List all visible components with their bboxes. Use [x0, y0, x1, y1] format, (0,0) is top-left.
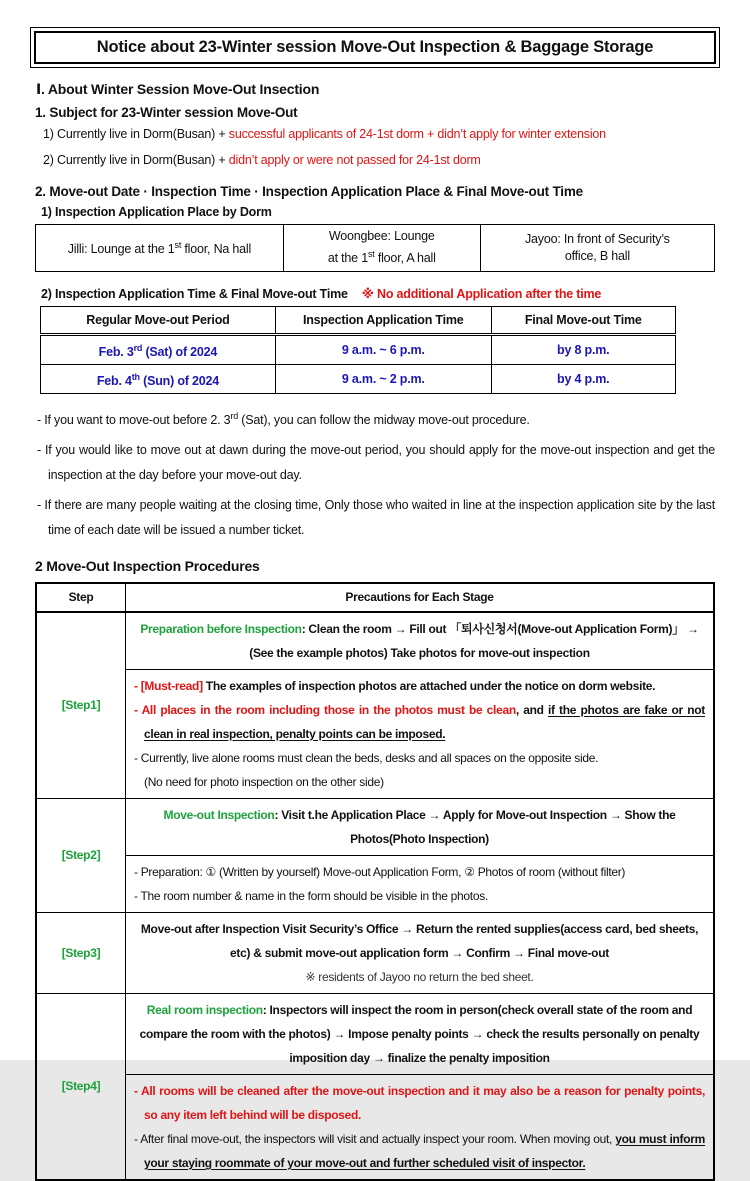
section1-heading: Ⅰ. About Winter Session Move-Out Insection	[36, 81, 320, 97]
time-table-header-row	[41, 307, 676, 335]
step4-label-cell	[36, 993, 126, 1180]
procedures-table	[35, 582, 715, 1181]
row2-date-sup: th	[131, 372, 140, 383]
row2-date-pre: Feb. 4	[96, 374, 132, 389]
time-table-label	[41, 286, 715, 301]
step1-bullets-row	[36, 669, 714, 798]
step2-lead-cell	[126, 798, 715, 855]
jayoo-line1: Jayoo: In front of Security’s	[524, 231, 670, 246]
step1-lead-cell	[126, 612, 715, 670]
time-header-period: Regular Move-out Period	[41, 307, 276, 335]
note1-sup: rd	[230, 411, 239, 422]
time-table-row-1	[41, 335, 676, 365]
step4-lead-rest: : Inspectors will inspect the room in person(check overall state of the room and compare the room with the photos) → Impose penalty points → check the results personally on penalty imposition day → finalize the penalty imposition	[139, 1002, 700, 1065]
schedule-heading: 2. Move-out Date · Inspection Time · Inspection Application Place & Final Move-out Time	[35, 184, 583, 199]
subject-item-1	[43, 126, 715, 143]
place-table-row	[36, 225, 715, 272]
step1-lead-green: Preparation before Inspection	[140, 621, 302, 636]
step4-lead-cell	[126, 993, 715, 1074]
procedures-header-row	[36, 583, 714, 612]
step1-bullets-cell	[126, 669, 715, 798]
step1-b2-underline: if the photos are fake or not clean in real inspection, penalty points can be imposed.	[144, 702, 705, 741]
step2-lead-row	[36, 798, 714, 855]
step1-b1-red: - [Must-read]	[134, 678, 203, 693]
step3-label-cell	[36, 912, 126, 993]
step1-bullet-2	[134, 698, 705, 746]
time-table	[40, 306, 676, 394]
jayoo-line2: office, B hall	[564, 249, 630, 263]
step1-b2-red: - All places in the room including those in the photos must be clean	[134, 702, 516, 717]
step4-bullets-row	[36, 1074, 714, 1180]
place-cell-jayoo	[480, 225, 714, 272]
step2-lead-rest: : Visit t.he Application Place → Apply for Move-out Inspection → Show the Photos(Photo Inspection)	[274, 807, 676, 846]
step1-b2-mid: , and	[515, 702, 548, 717]
row2-date-post: (Sun) of 2024	[139, 374, 220, 389]
jilli-text: Jilli: Lounge at the 1	[67, 242, 175, 257]
step1-bullet-3-cont: (No need for photo inspection on the other side)	[144, 774, 384, 789]
step1-label-cell	[36, 612, 126, 799]
step4-bullet-1: - All rooms will be cleaned after the move-out inspection and it may also be a reason for penalty points, so any item left behind will be disposed.	[134, 1083, 705, 1122]
time-warning: ※ No additional Application after the time	[361, 287, 602, 301]
step2-bullet-1: - Preparation: ① (Written by yourself) Move-out Application Form, ② Photos of room (without filter)	[134, 864, 626, 879]
time-row1-final: by 8 p.m.	[491, 335, 675, 365]
time-row1-apply: 9 a.m. ~ 6 p.m.	[275, 335, 491, 365]
place-cell-woongbee	[283, 225, 480, 272]
step1-label: [Step1]	[61, 698, 101, 713]
time-row1-date	[41, 335, 276, 365]
jilli-sup: st	[174, 240, 182, 251]
time-row2-apply: 9 a.m. ~ 2 p.m.	[275, 365, 491, 394]
step4-b2-pre: - After final move-out, the inspectors will visit and actually inspect your room. When moving out,	[134, 1131, 616, 1146]
schedule-note-3: - If there are many people waiting at the closing time, Only those who waited in line at the inspection application site by the last time of each date will be issued a number ticket.	[37, 497, 715, 538]
woongbee-line1: Woongbee: Lounge	[328, 229, 435, 244]
woongbee-line2	[288, 246, 476, 268]
time-row2-final: by 4 p.m.	[491, 365, 675, 394]
woongbee-pre: at the 1	[327, 251, 368, 266]
step2-bullets-cell	[126, 855, 715, 912]
step1-b1-rest: The examples of inspection photos are attached under the notice on dorm website.	[202, 678, 656, 693]
woongbee-post: floor, A hall	[374, 251, 436, 266]
step4-lead-green: Real room inspection	[146, 1002, 263, 1017]
step4-label: [Step4]	[61, 1079, 101, 1094]
time-header-final: Final Move-out Time	[491, 307, 675, 335]
row1-date-sup: rd	[133, 343, 143, 353]
step1-lead-row	[36, 612, 714, 670]
time-label-text: 2) Inspection Application Time & Final Move-out Time	[41, 287, 348, 301]
step3-cell	[126, 912, 715, 993]
subject-heading: 1. Subject for 23-Winter session Move-Out	[35, 105, 298, 120]
step3-main-text: Move-out after Inspection Visit Security’s Office → Return the rented supplies(access card, bed sheets, etc) & submit move-out application form → Confirm → Final move-out	[140, 921, 699, 960]
place-table	[35, 224, 715, 272]
step1-lead-rest: : Clean the room → Fill out 「퇴사신청서(Move-out Application Form)」 → (See the example photos) Take photos for move-out inspection	[249, 621, 699, 660]
header-precautions: Precautions for Each Stage	[126, 583, 715, 612]
jilli-text-post: floor, Na hall	[181, 242, 252, 257]
step2-lead-green: Move-out Inspection	[163, 807, 275, 822]
step4-b2-underline: you must inform your staying roommate of your move-out and further scheduled visit of inspector.	[144, 1131, 705, 1170]
schedule-note-1	[37, 404, 715, 434]
note1-post: (Sat), you can follow the midway move-out procedure.	[238, 413, 530, 428]
schedule-note-2: - If you would like to move out at dawn during the move-out period, you should apply for the move-out inspection and get the inspection at the day before your move-out day.	[37, 442, 715, 483]
time-header-apply: Inspection Application Time	[275, 307, 491, 335]
step4-bullets-cell	[126, 1074, 715, 1180]
step2-bullets-row	[36, 855, 714, 912]
step2-label-cell	[36, 798, 126, 912]
step1-bullet-1	[134, 674, 705, 698]
title-box	[30, 27, 720, 68]
step3-note: ※ residents of Jayoo no return the bed sheet.	[305, 969, 534, 984]
note1-pre: - If you want to move-out before 2. 3	[37, 413, 231, 428]
woongbee-sup: st	[367, 248, 375, 259]
time-row2-date	[41, 365, 276, 394]
step1-bullet-3: - Currently, live alone rooms must clean the beds, desks and all spaces on the opposite side.	[134, 750, 599, 765]
row1-date-pre: Feb. 3	[98, 345, 134, 360]
step3-row	[36, 912, 714, 993]
subject-item-1-black: 1) Currently live in Dorm(Busan) +	[43, 127, 229, 141]
step3-label: [Step3]	[61, 945, 101, 960]
place-table-label: 1) Inspection Application Place by Dorm	[41, 205, 272, 219]
row1-date-post: (Sat) of 2024	[142, 345, 218, 360]
place-cell-jilli	[36, 225, 284, 272]
time-table-row-2	[41, 365, 676, 394]
subject-item-2-red: didn’t apply or were not passed for 24-1st dorm	[228, 153, 481, 167]
step4-lead-row	[36, 993, 714, 1074]
procedures-heading: 2 Move-Out Inspection Procedures	[35, 557, 260, 574]
step2-label: [Step2]	[61, 848, 101, 863]
header-step: Step	[36, 583, 126, 612]
subject-item-2	[43, 152, 715, 169]
subject-item-2-black: 2) Currently live in Dorm(Busan) +	[43, 153, 229, 167]
subject-item-1-red: successful applicants of 24-1st dorm + didn’t apply for winter extension	[228, 127, 606, 141]
step4-bullet-2	[134, 1127, 705, 1175]
step2-bullet-2: - The room number & name in the form should be visible in the photos.	[134, 888, 488, 903]
page-title: Notice about 23-Winter session Move-Out Inspection & Baggage Storage	[34, 31, 716, 64]
